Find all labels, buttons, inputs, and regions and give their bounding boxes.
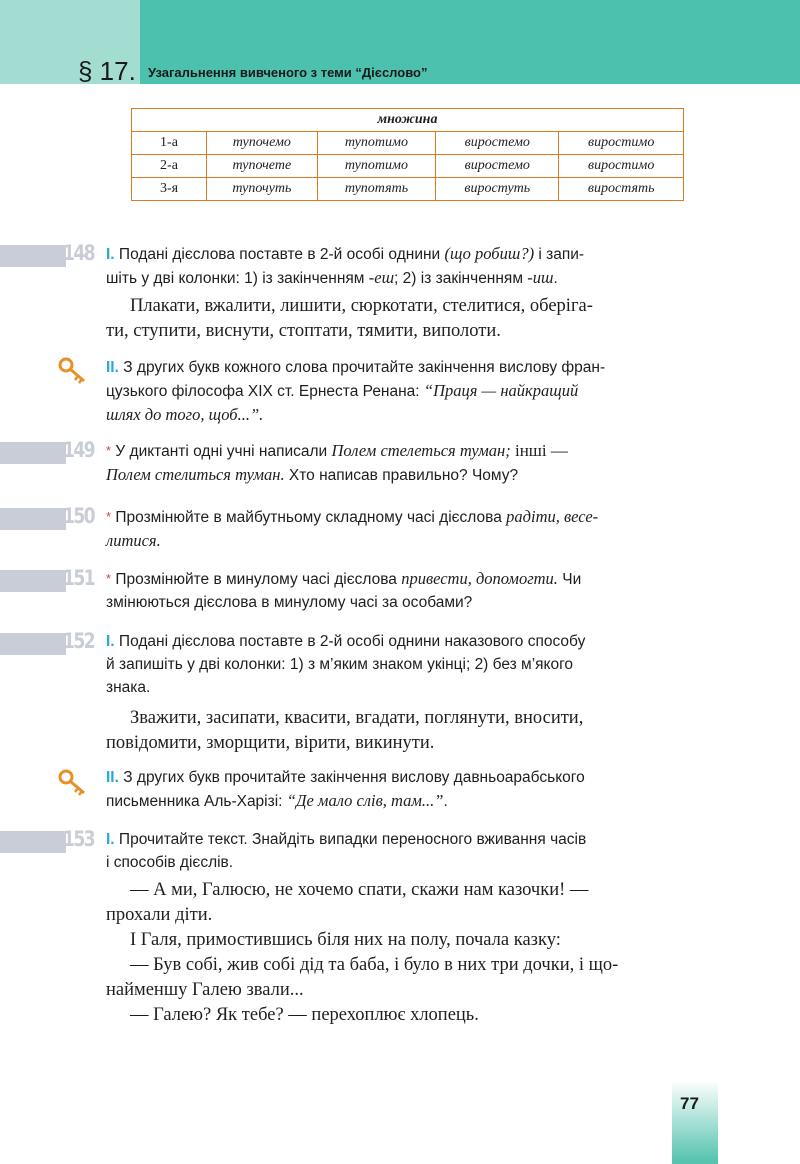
text: . <box>553 270 558 287</box>
exercise-152-task-2 <box>106 766 718 813</box>
table-cell: 2-а <box>132 155 207 178</box>
exercise-153-task <box>106 828 718 874</box>
text: шіть у дві колонки: 1) із закінченням <box>106 270 369 287</box>
text: “Де мало слів, там...” <box>286 791 444 810</box>
text: знака. <box>106 679 151 696</box>
text: Чи <box>557 571 582 588</box>
exercise-148-task-2 <box>106 356 718 427</box>
exercise-bar <box>0 508 66 530</box>
exercise-bar <box>0 442 66 464</box>
table-cell: виростемо <box>436 155 559 178</box>
text: У диктанті одні учні написали <box>111 443 332 460</box>
table-row <box>132 155 684 178</box>
page-number-tab <box>672 1080 718 1164</box>
text-line: Плакати, вжалити, лишити, сюркотати, стелитися, оберіга- <box>130 296 593 316</box>
roman-numeral: I. <box>106 831 115 848</box>
roman-numeral: I. <box>106 246 115 263</box>
text: Подані дієслова поставте в 2-й особі однини <box>114 246 445 263</box>
text-line: ти, ступити, виснути, стоптати, тямити, виполоти. <box>106 321 501 341</box>
text: радіти, весе- <box>506 507 599 526</box>
text: шлях до того, щоб...”. <box>106 405 264 424</box>
exercise-bar <box>0 570 66 592</box>
asterisk: * <box>106 571 112 586</box>
text: Прозмінюйте в минулому часі дієслова <box>111 571 402 588</box>
table-cell: тупочемо <box>207 132 318 155</box>
text: інші — <box>510 441 568 460</box>
text: -иш <box>527 268 554 287</box>
text-line: — Був собі, жив собі дід та баба, і було в них три дочки, і що- <box>130 955 619 975</box>
text: Прочитайте текст. Знайдіть випадки переносного вживання часів <box>114 831 587 848</box>
text: З других букв кожного слова прочитайте закінчення вислову фран- <box>118 359 606 376</box>
text: письменника Аль-Харізі: <box>106 793 287 810</box>
table-cell: тупотимо <box>317 132 436 155</box>
text-line: — Галею? Як тебе? — перехоплює хлопець. <box>130 1005 479 1025</box>
section-number: § 17. <box>78 56 136 86</box>
roman-numeral: II. <box>106 769 119 786</box>
text-line: — А ми, Галюсю, не хочемо спати, скажи нам казочки! — <box>130 880 589 900</box>
text: привести, допомогти. <box>401 569 558 588</box>
table-cell: 3-я <box>132 178 207 201</box>
exercise-149-task <box>106 439 718 487</box>
text: “Праця — найкращий <box>423 381 579 400</box>
exercise-152-words <box>106 706 718 756</box>
asterisk: * <box>106 443 112 458</box>
exercise-148-words <box>106 294 718 344</box>
page-number: 77 <box>680 1094 699 1113</box>
roman-numeral: I. <box>106 633 115 650</box>
text: Прозмінюйте в майбутньому складному часі дієслова <box>111 509 507 526</box>
table-cell: тупочуть <box>207 178 318 201</box>
text: Хто написав правильно? Чому? <box>284 467 519 484</box>
table-header: множина <box>132 109 684 132</box>
exercise-152-task-1 <box>106 630 718 699</box>
text-line: Зважити, засипати, квасити, вгадати, поглянути, вносити, <box>130 708 584 728</box>
key-icon <box>58 768 90 796</box>
exercise-150-task <box>106 505 718 553</box>
table-cell: виростимо <box>559 155 684 178</box>
text: (що робиш?) <box>444 244 535 263</box>
exercise-153-text <box>106 878 718 1028</box>
table-row <box>132 178 684 201</box>
section-title: Узагальнення вивченого з теми “Дієслово” <box>148 65 428 80</box>
asterisk: * <box>106 509 112 524</box>
table-cell: виростемо <box>436 132 559 155</box>
exercise-number: 149 <box>63 438 95 462</box>
exercise-number: 150 <box>63 504 95 528</box>
text-line: найменшу Галею звали... <box>106 980 304 1000</box>
table-cell: тупотять <box>317 178 436 201</box>
text: й запишіть у дві колонки: 1) з м’яким знаком укінці; 2) без м’якого <box>106 656 574 673</box>
table-row <box>132 132 684 155</box>
exercise-148-task-1 <box>106 242 718 290</box>
exercise-bar <box>0 245 66 267</box>
text: Подані дієслова поставте в 2-й особі однини наказового способу <box>114 633 586 650</box>
text: Полем стелеться туман; <box>331 441 511 460</box>
table-cell: виростуть <box>436 178 559 201</box>
text: і способів дієслів. <box>106 854 234 871</box>
table-cell: виростимо <box>559 132 684 155</box>
text: Полем стелиться туман. <box>106 465 285 484</box>
table-cell: виростять <box>559 178 684 201</box>
conjugation-table <box>131 108 684 201</box>
text-line: повідомити, зморщити, вірити, викинути. <box>106 733 435 753</box>
key-icon <box>58 356 90 384</box>
table-cell: тупочете <box>207 155 318 178</box>
exercise-number: 153 <box>63 827 95 851</box>
text: і запи- <box>534 246 585 263</box>
text: . <box>443 793 448 810</box>
text: ; 2) із закінченням <box>394 270 528 287</box>
text: -еш <box>368 268 395 287</box>
text: цузького філософа XIX ст. Ернеста Ренана: <box>106 383 424 400</box>
table-header-row <box>132 109 684 132</box>
exercise-bar <box>0 831 66 853</box>
text: литися. <box>106 531 161 550</box>
text: змінюються дієслова в минулому часі за особами? <box>106 594 473 611</box>
table-cell: 1-а <box>132 132 207 155</box>
exercise-number: 152 <box>63 629 95 653</box>
exercise-151-task <box>106 567 718 614</box>
exercise-number: 148 <box>63 241 95 265</box>
exercise-bar <box>0 633 66 655</box>
text: З других букв прочитайте закінчення вислову давньоарабського <box>118 769 585 786</box>
table-cell: тупотимо <box>317 155 436 178</box>
exercise-number: 151 <box>63 566 95 590</box>
text-line: І Галя, примостившись біля них на полу, почала казку: <box>130 930 561 950</box>
roman-numeral: II. <box>106 359 119 376</box>
text-line: прохали діти. <box>106 905 213 925</box>
